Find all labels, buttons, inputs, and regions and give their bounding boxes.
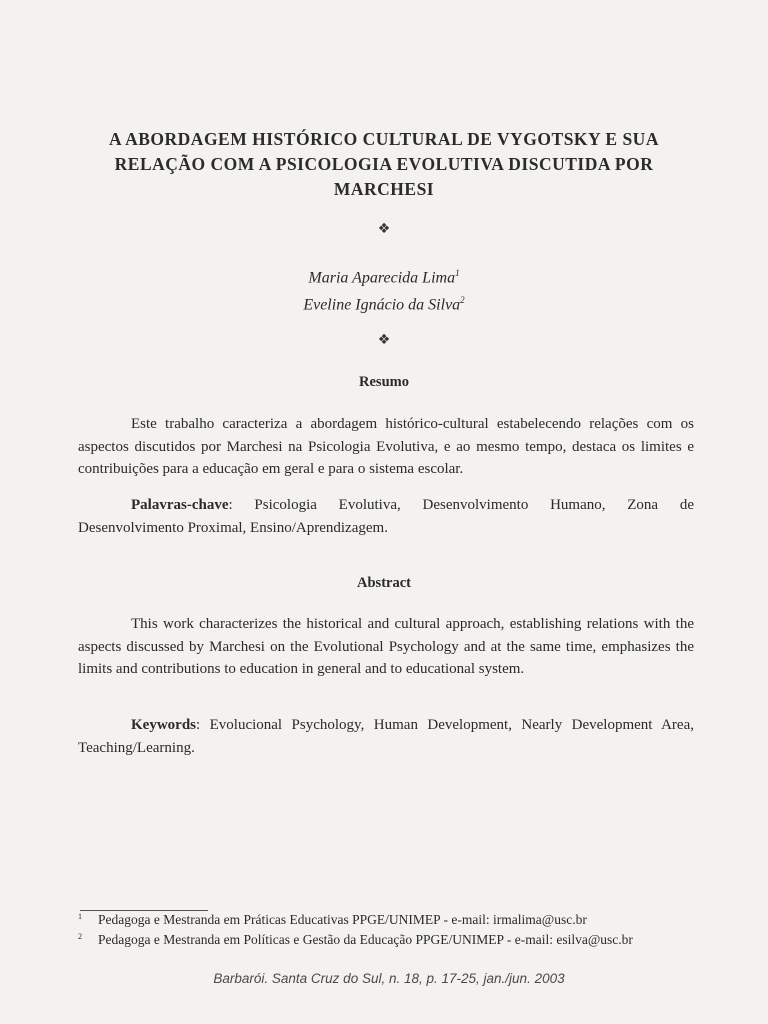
title-line-3: MARCHESI [333, 179, 435, 199]
footnote-2 [78, 930, 708, 950]
author-1-name: Maria Aparecida Lima [308, 269, 456, 287]
resumo-keywords [78, 494, 694, 539]
abstract-keywords-label: Keywords [131, 717, 196, 733]
footnote-1-number: 1 [78, 912, 82, 921]
title-line-1: A ABORDAGEM HISTÓRICO CULTURAL DE VYGOTSKY E SUA [109, 129, 659, 149]
author-2-footnote-ref: 2 [460, 295, 465, 306]
title-line-2: RELAÇÃO COM A PSICOLOGIA EVOLUTIVA DISCUTIDA POR [114, 154, 654, 174]
footnote-2-number: 2 [78, 932, 82, 941]
ornament-divider-icon: ❖ [377, 332, 391, 348]
resumo-text: Este trabalho caracteriza a abordagem histórico-cultural estabelecendo relações com os aspectos discutidos por Marchesi na Psicologia Evolutiva, e ao mesmo tempo, destaca os limites e contribuições para a educação em geral e para o sistema escolar. [78, 416, 694, 477]
abstract-heading: Abstract [357, 575, 411, 591]
author-1 [0, 262, 768, 289]
resumo-heading: Resumo [359, 374, 409, 390]
footnote-1-text: Pedagoga e Mestranda em Práticas Educativas PPGE/UNIMEP - e-mail: irmalima@usc.br [98, 912, 587, 927]
footnote-2-text: Pedagoga e Mestranda em Políticas e Gestão da Educação PPGE/UNIMEP - e-mail: esilva@usc.br [98, 932, 633, 947]
ornament-divider-icon: ❖ [377, 221, 391, 237]
author-2-name: Eveline Ignácio da Silva [303, 296, 461, 314]
resumo-keywords-label: Palavras-chave [131, 497, 229, 513]
journal-citation-footer: Barbarói. Santa Cruz do Sul, n. 18, p. 17-25, jan./jun. 2003 [213, 971, 565, 986]
abstract-text: This work characterizes the historical and cultural approach, establishing relations with the aspects discussed by Marchesi on the Evolutional Psychology and at the same time, emphasizes the limits and contributions to education in general and to educational system. [78, 616, 694, 677]
author-list [0, 262, 768, 317]
abstract-keywords [78, 714, 694, 759]
author-2 [0, 289, 768, 316]
article-title [70, 127, 698, 202]
abstract-keywords-text: : Evolucional Psychology, Human Development, Nearly Development Area, Teaching/Learning. [78, 717, 694, 756]
author-1-footnote-ref: 1 [455, 268, 460, 278]
resumo-keywords-text: : Psicologia Evolutiva, Desenvolvimento Humano, Zona de Desenvolvimento Proximal, Ensino/Aprendizagem. [78, 497, 694, 536]
footnote-1 [78, 910, 708, 930]
